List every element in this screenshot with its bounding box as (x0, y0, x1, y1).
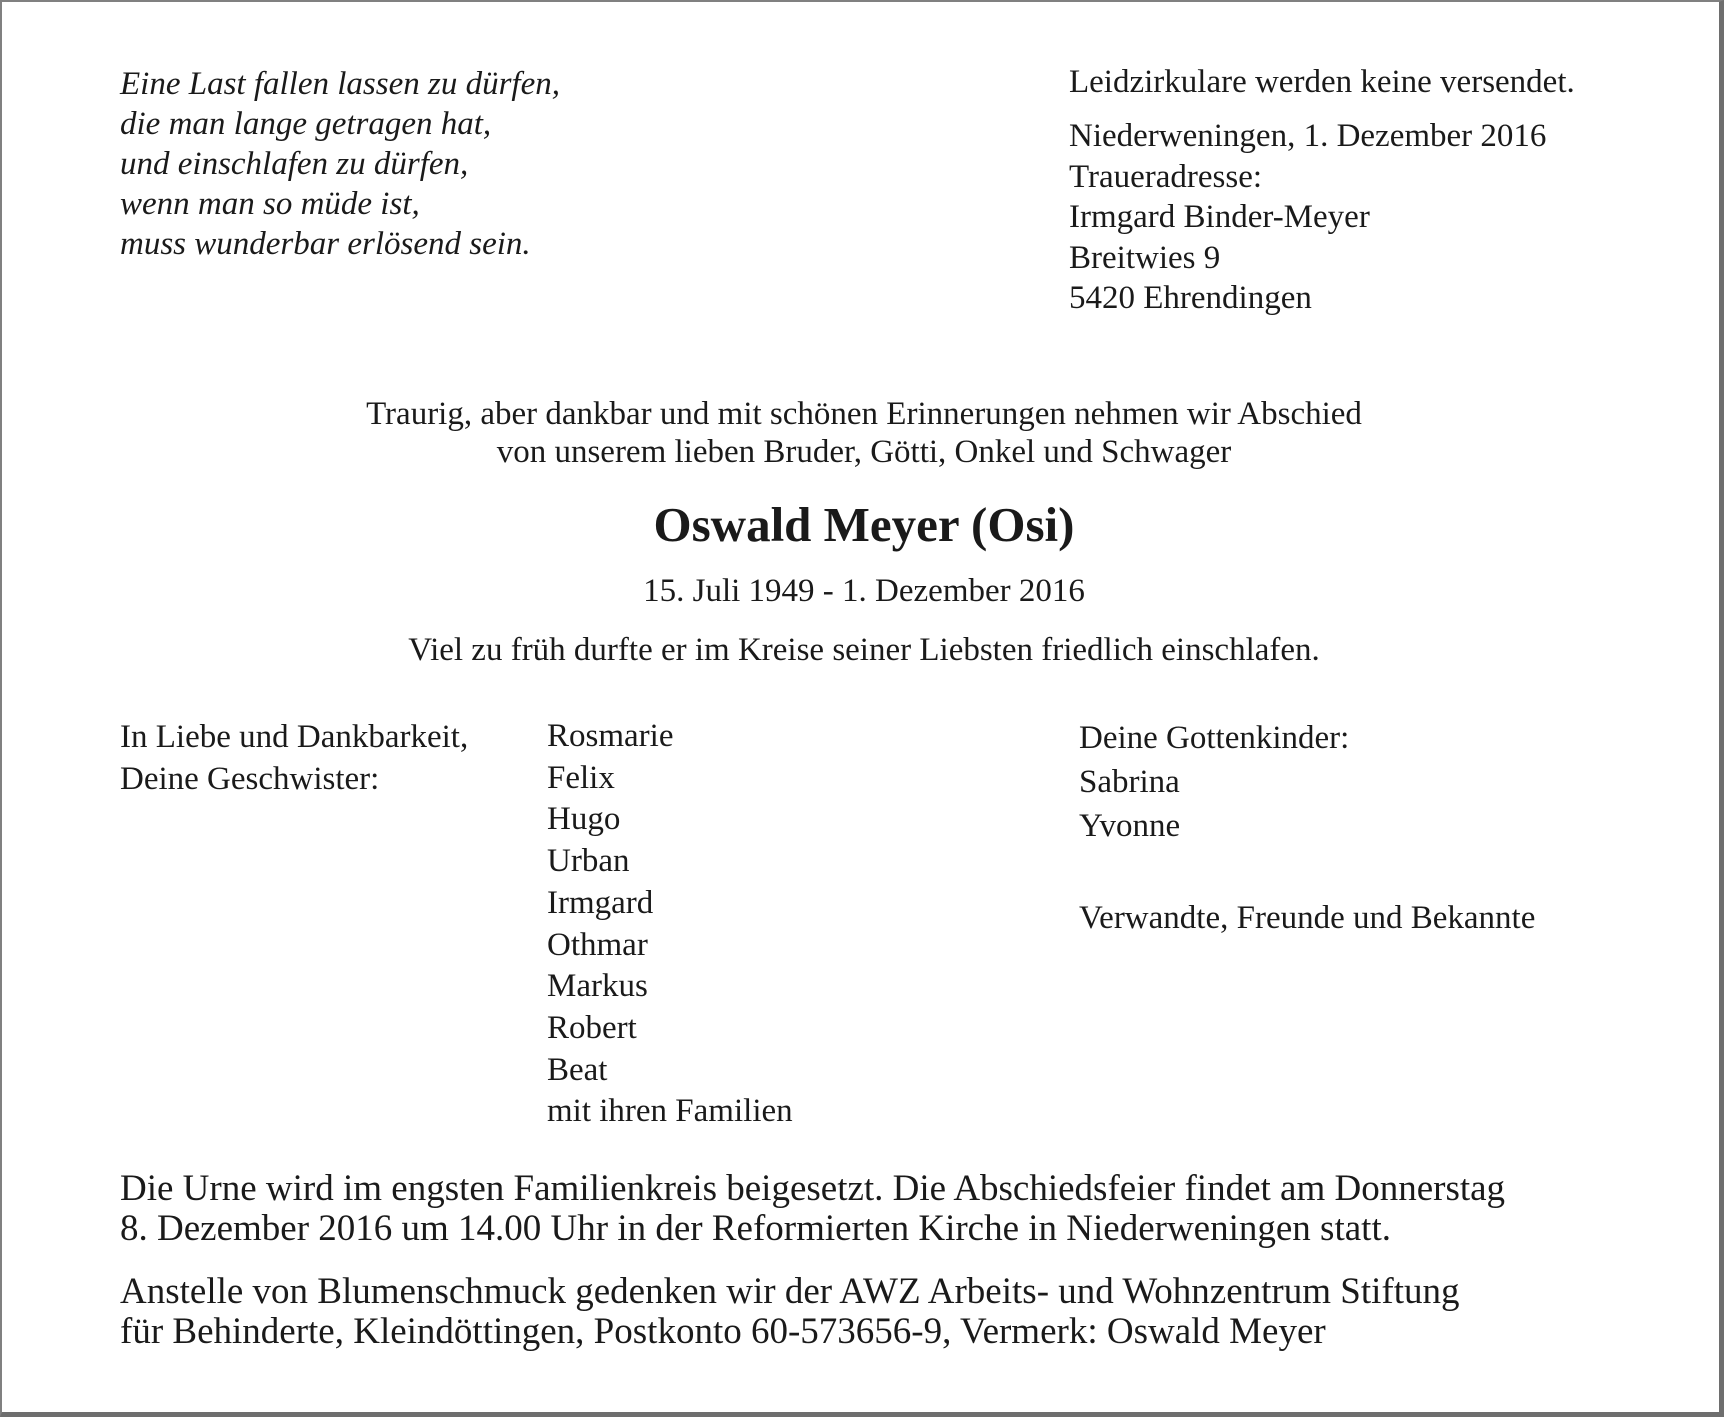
address-name: Irmgard Binder-Meyer (1069, 199, 1370, 235)
sibling-name: Irmgard (547, 884, 654, 921)
address-label: Traueradresse: (1069, 158, 1263, 195)
godchildren-label: Deine Gottenkinder: (1079, 720, 1350, 756)
sibling-name: Beat (547, 1051, 608, 1088)
sibling-name: Felix (547, 759, 615, 796)
poem-line: Eine Last fallen lassen zu dürfen, (120, 66, 560, 102)
sibling-name: mit ihren Familien (547, 1093, 793, 1130)
donation-line: Anstelle von Blumenschmuck gedenken wir der AWZ Arbeits- und Wohnzentrum Stiftung (120, 1271, 1460, 1312)
life-dates: 15. Juli 1949 - 1. Dezember 2016 (643, 573, 1085, 609)
ceremony-line: 8. Dezember 2016 um 14.00 Uhr in der Reformierten Kirche in Niederweningen statt. (120, 1208, 1391, 1249)
godchildren-list (1079, 716, 1349, 848)
poem-line: wenn man so müde ist, (120, 186, 420, 222)
sibling-name: Rosmarie (547, 718, 674, 754)
intro-line: von unserem lieben Bruder, Götti, Onkel und Schwager (496, 434, 1232, 470)
sibling-name: Urban (547, 843, 630, 880)
mourning-address (1069, 116, 1546, 319)
sibling-name: Robert (547, 1009, 637, 1046)
mourners-label-line: In Liebe und Dankbarkeit, (120, 719, 469, 755)
address-city: 5420 Ehrendingen (1069, 280, 1312, 316)
passing-sentence: Viel zu früh durfte er im Kreise seiner Liebsten friedlich einschlafen. (408, 632, 1320, 668)
address-street: Breitwies 9 (1069, 239, 1221, 276)
deceased-name: Oswald Meyer (Osi) (653, 497, 1075, 552)
donation-paragraph (120, 1272, 1460, 1352)
siblings-list (547, 716, 793, 1133)
place-date: Niederweningen, 1. Dezember 2016 (1069, 118, 1547, 154)
godchild-name: Sabrina (1079, 764, 1180, 800)
mourners-label (120, 716, 468, 800)
intro-text (2, 395, 1724, 471)
sibling-name: Markus (547, 968, 648, 1005)
sibling-name: Othmar (547, 926, 648, 963)
ceremony-line: Die Urne wird im engsten Familienkreis beigesetzt. Die Abschiedsfeier findet am Donnerstag (120, 1168, 1506, 1209)
circular-notice: Leidzirkulare werden keine versendet. (1069, 64, 1575, 100)
godchild-name: Yvonne (1079, 808, 1181, 844)
ceremony-paragraph (120, 1169, 1505, 1249)
poem-line: die man lange getragen hat, (120, 106, 492, 142)
poem-line: und einschlafen zu dürfen, (120, 146, 469, 182)
intro-line: Traurig, aber dankbar und mit schönen Erinnerungen nehmen wir Abschied (366, 396, 1362, 432)
mourners-label-line: Deine Geschwister: (120, 761, 380, 797)
relatives-line: Verwandte, Freunde und Bekannte (1079, 900, 1536, 936)
poem-line: muss wunderbar erlösend sein. (120, 226, 531, 262)
poem (120, 64, 560, 264)
sibling-name: Hugo (547, 801, 621, 838)
donation-line: für Behinderte, Kleindöttingen, Postkonto 60-573656-9, Vermerk: Oswald Meyer (120, 1311, 1326, 1352)
